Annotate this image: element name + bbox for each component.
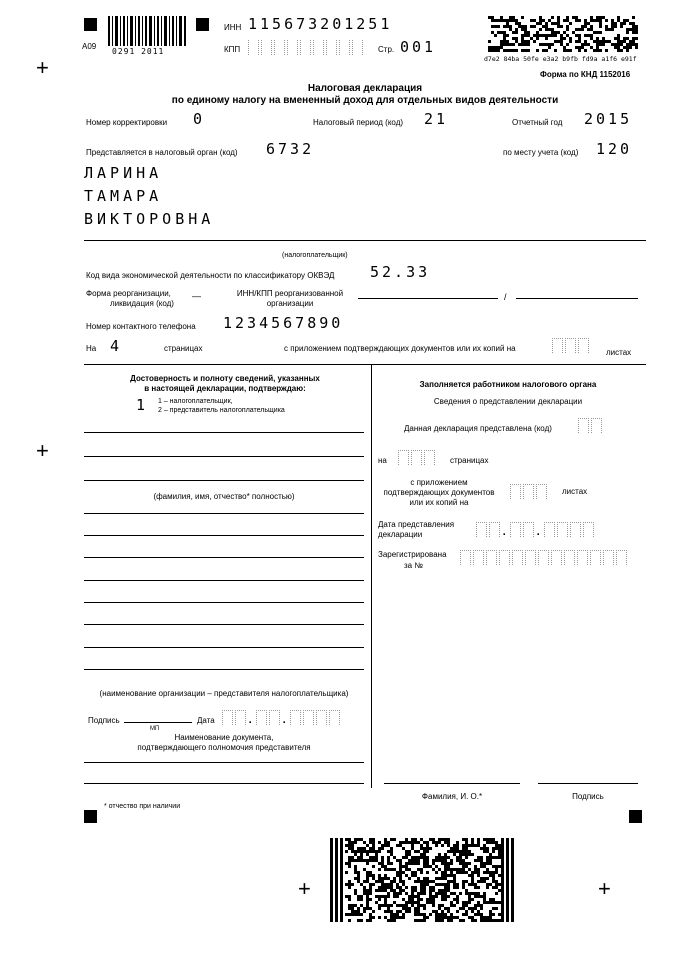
- crosshair-icon: +: [598, 876, 611, 901]
- barcode-2d-top: [488, 16, 638, 52]
- right-sheets-cells: [510, 484, 549, 499]
- period-value: 21: [424, 110, 449, 128]
- right-sign-line: [538, 783, 638, 784]
- correction-label: Номер корректировки: [86, 118, 168, 127]
- reorg-label-1: Форма реорганизации,: [86, 289, 171, 298]
- org-line: [84, 535, 364, 536]
- doc-title-1: Налоговая декларация: [307, 83, 423, 94]
- page-value: 001: [400, 38, 437, 56]
- tax-authority-value: 6732: [266, 140, 315, 158]
- column-divider: [371, 364, 372, 788]
- attach-label: с приложением подтверждающих документов или их копий на: [284, 344, 516, 353]
- form-code: А09: [82, 42, 97, 51]
- right-sign-label: Подпись: [572, 792, 604, 801]
- right-title: Заполняется работником налогового органа: [419, 380, 597, 389]
- section-divider: [84, 364, 646, 365]
- form-knd: Форма по КНД 1152016: [540, 70, 631, 79]
- right-attach-2: подтверждающих документов: [383, 488, 495, 497]
- doc-line: [84, 783, 364, 784]
- presented-label: Данная декларация представлена (код): [404, 424, 552, 433]
- confirm-title-1: Достоверность и полноту сведений, указанных: [130, 374, 320, 383]
- org-line: [84, 624, 364, 625]
- date-label: Дата: [197, 716, 215, 725]
- crosshair-icon: +: [36, 438, 49, 463]
- crosshair-icon: +: [298, 876, 311, 901]
- doc-title-2: по единому налогу на вмененный доход для отдельных видов деятельности: [171, 95, 559, 106]
- taxpayer-caption: (налогоплательщик): [282, 252, 348, 259]
- crosshair-icon: +: [36, 55, 49, 80]
- inn-value: 115673201251: [248, 15, 393, 33]
- year-label: Отчетный год: [512, 118, 563, 127]
- fio-caption: (фамилия, имя, отчество* полностью): [153, 492, 295, 501]
- right-date-cells: . .: [476, 522, 596, 537]
- kpp-label: КПП: [224, 45, 241, 54]
- pages-label: страницах: [164, 344, 203, 353]
- doc-line: [84, 762, 364, 763]
- pages-value: 4: [110, 337, 123, 355]
- barcode-2d-bottom: [330, 838, 516, 922]
- reg-label-2: за №: [404, 561, 423, 570]
- reorg-inn-label-1: ИНН/КПП реорганизованной: [236, 289, 344, 298]
- year-value: 2015: [584, 110, 633, 128]
- barcode-1d: [108, 16, 186, 46]
- org-line: [84, 557, 364, 558]
- pages-on-label: На: [86, 344, 97, 353]
- org-line: [84, 647, 364, 648]
- reorg-inn-line: [358, 298, 498, 299]
- date-cells: . .: [222, 710, 342, 725]
- right-fio-label: Фамилия, И. О.*: [421, 792, 483, 801]
- phone-value: 1234567890: [223, 314, 344, 332]
- org-line: [84, 669, 364, 670]
- inn-label: ИНН: [224, 23, 242, 32]
- right-date-label-2: декларации: [378, 530, 423, 539]
- right-subtitle: Сведения о представлении декларации: [433, 397, 583, 406]
- sign-label: Подпись: [88, 716, 120, 725]
- divider: [84, 240, 646, 241]
- attach-cells: [552, 338, 591, 353]
- confirm-option-1: 1 – налогоплательщик,: [158, 398, 233, 405]
- doc-label-1: Наименование документа,: [174, 733, 274, 742]
- org-line: [84, 580, 364, 581]
- reorg-label-2: ликвидация (код): [110, 299, 174, 308]
- marker-square-bottom-left: [84, 810, 97, 823]
- confirm-option-2: 2 – представитель налогоплательщика: [158, 407, 285, 414]
- reg-label-1: Зарегистрирована: [378, 550, 447, 559]
- marker-square-top-mid: [196, 18, 209, 31]
- right-attach-1: с приложением: [410, 478, 468, 487]
- taxpayer-name-2: ТАМАРА: [84, 187, 163, 205]
- mp-label: МП: [150, 726, 160, 732]
- reorg-dash: —: [192, 291, 201, 301]
- barcode-number: 0291 2011: [112, 47, 165, 56]
- place-label: по месту учета (код): [503, 148, 579, 157]
- taxpayer-name-3: ВИКТОРОВНА: [84, 210, 215, 228]
- reg-cells: [460, 550, 629, 565]
- reorg-kpp-line: [516, 298, 638, 299]
- correction-value: 0: [193, 110, 206, 128]
- fio-line: [84, 456, 364, 457]
- doc-label-2: подтверждающего полномочия представителя: [137, 743, 311, 752]
- period-label: Налоговый период (код): [313, 118, 404, 127]
- org-caption: (наименование организации – представителя налогоплательщика): [99, 689, 349, 698]
- presented-cells: [578, 418, 604, 433]
- sheets-label: листах: [606, 348, 632, 357]
- marker-square-bottom-right: [629, 810, 642, 823]
- right-on-label: на: [378, 456, 387, 465]
- taxpayer-name-1: ЛАРИНА: [84, 164, 163, 182]
- confirm-value: 1: [136, 396, 149, 414]
- reorg-inn-label-2: организации: [266, 299, 314, 308]
- confirm-title-2: в настоящей декларации, подтверждаю:: [144, 384, 306, 393]
- reorg-slash: /: [504, 292, 507, 302]
- fio-line: [84, 480, 364, 481]
- right-fio-line: [384, 783, 520, 784]
- marker-square-top-left: [84, 18, 97, 31]
- right-pages-label: страницах: [450, 456, 489, 465]
- kpp-cells: [248, 40, 365, 55]
- hash-text: d7e2 84ba 50fe e3a2 b9fb fd9a a1f6 e91f: [484, 55, 637, 63]
- footnote: * отчество при наличии: [104, 803, 181, 810]
- right-pages-cells: [398, 450, 437, 465]
- okved-value: 52.33: [370, 263, 431, 281]
- right-date-label-1: Дата представления: [378, 520, 455, 529]
- phone-label: Номер контактного телефона: [86, 322, 196, 331]
- place-value: 120: [596, 140, 633, 158]
- right-attach-3: или их копий на: [409, 498, 469, 507]
- right-sheets-label: листах: [562, 487, 588, 496]
- org-line: [84, 513, 364, 514]
- org-line: [84, 602, 364, 603]
- sign-line: [124, 722, 192, 723]
- fio-line: [84, 432, 364, 433]
- okved-label: Код вида экономической деятельности по классификатору ОКВЭД: [86, 271, 335, 280]
- page-label: Стр.: [378, 45, 395, 54]
- tax-authority-label: Представляется в налоговый орган (код): [86, 148, 238, 157]
